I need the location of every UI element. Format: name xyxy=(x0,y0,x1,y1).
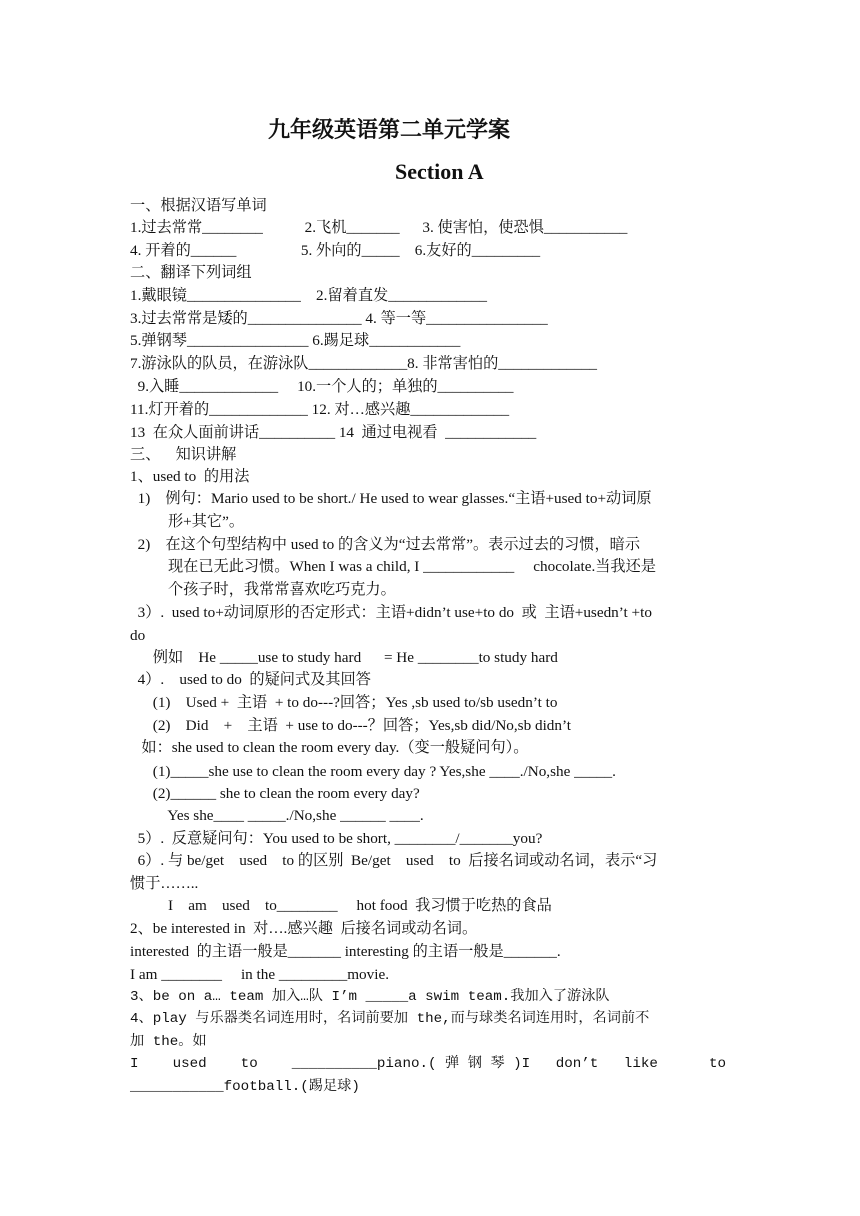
phrase-row-2: 3.过去常常是矮的_______________ 4. 等一等________________ xyxy=(130,310,548,327)
point-4: 4、play 与乐器类名词连用时，名词前要加 the,而与球类名词连用时，名词前不 xyxy=(130,1011,650,1027)
point-1-item-3-cont: do xyxy=(130,627,146,644)
phrase-row-1: 1.戴眼镜_______________ 2.留着直发_____________ xyxy=(130,287,487,304)
point-1-item-2-cont: 现在已无此习惯。When I was a child, I ____________ chocolate.当我还是 xyxy=(130,558,656,575)
point-1-item-4-ex-1: (1)_____she use to clean the room every day ? Yes,she ____./No,she _____. xyxy=(130,763,616,780)
phrase-row-4: 7.游泳队的队员，在游泳队_____________8. 非常害怕的_____________ xyxy=(130,355,598,372)
phrase-row-7: 13 在众人面前讲话__________ 14 通过电视看 ____________ xyxy=(130,424,537,441)
phrase-row-5: 9.入睡_____________ 10.一个人的；单独的__________ xyxy=(130,378,514,395)
point-2-heading: 2、be interested in 对….感兴趣 后接名词或动名词。 xyxy=(130,920,478,937)
heading-3: 三、 知识讲解 xyxy=(130,446,237,463)
point-1-item-4-ex-2-answer: Yes she____ _____./No,she ______ ____. xyxy=(130,807,424,824)
point-1-item-1-cont: 形+其它”。 xyxy=(130,513,245,530)
phrase-row-6: 11.灯开着的_____________ 12. 对…感兴趣_____________ xyxy=(130,401,510,418)
point-1-item-4-a: (1) Used + 主语 + to do---?回答；Yes ,sb used to/sb usedn’t to xyxy=(130,694,558,711)
phrase-row-3: 5.弹钢琴________________ 6.踢足球____________ xyxy=(130,332,461,349)
heading-1: 一、根据汉语写单词 xyxy=(130,197,267,214)
section-title: Section A xyxy=(395,159,484,184)
page-title: 九年级英语第二单元学案 xyxy=(268,117,511,142)
point-1-item-5: 5）. 反意疑问句：You used to be short, ________/_______you? xyxy=(130,830,543,847)
vocab-row-1: 1.过去常常________ 2.飞机_______ 3. 使害怕，使恐惧___________ xyxy=(130,219,628,236)
heading-2: 二、翻译下列词组 xyxy=(130,264,252,281)
point-1-item-4-b: (2) Did + 主语 + use to do---？回答；Yes,sb did/No,sb didn’t xyxy=(130,717,571,734)
point-1-item-4-example: 如：she used to clean the room every day.（变一般疑问句）。 xyxy=(130,739,529,756)
point-1-item-6-example: I am used to________ hot food 我习惯于吃热的食品 xyxy=(130,897,552,914)
point-2-line-1: interested 的主语一般是_______ interesting 的主语一般是_______. xyxy=(130,943,561,960)
point-4-example: I used to __________piano.( 弹 钢 琴 )I don’t like to xyxy=(130,1056,726,1072)
point-1-heading: 1、used to 的用法 xyxy=(130,468,250,485)
point-1-item-2: 2) 在这个句型结构中 used to 的含义为“过去常常”。表示过去的习惯，暗示 xyxy=(130,536,641,553)
point-1-item-4: 4）. used to do 的疑问式及其回答 xyxy=(130,671,371,688)
point-1-item-6: 6）. 与 be/get used to 的区别 Be/get used to 后接名词或动名词，表示“习 xyxy=(130,852,658,869)
point-1-item-2-cont2: 个孩子时，我常常喜欢吃巧克力。 xyxy=(130,581,396,598)
point-1-item-3: 3）. used to+动词原形的否定形式：主语+didn’t use+to do 或 主语+usedn’t +to xyxy=(130,604,652,621)
point-1-item-1: 1) 例句：Mario used to be short./ He used to wear glasses.“主语+used to+动词原 xyxy=(130,490,652,507)
point-4-example-cont: ___________football.(踢足球) xyxy=(130,1079,360,1095)
point-4-cont: 加 the。如 xyxy=(130,1034,207,1050)
point-1-item-6-cont: 惯于…….. xyxy=(130,875,199,892)
point-1-item-4-ex-2: (2)______ she to clean the room every day? xyxy=(130,785,420,802)
point-2-line-2: I am ________ in the _________movie. xyxy=(130,966,390,983)
point-1-item-3-example: 例如 He _____use to study hard = He ________to study hard xyxy=(130,649,558,666)
point-3: 3、be on a… team 加入…队 I’m _____a swim team.我加入了游泳队 xyxy=(130,989,610,1005)
vocab-row-2: 4. 开着的______ 5. 外向的_____ 6.友好的_________ xyxy=(130,242,541,259)
